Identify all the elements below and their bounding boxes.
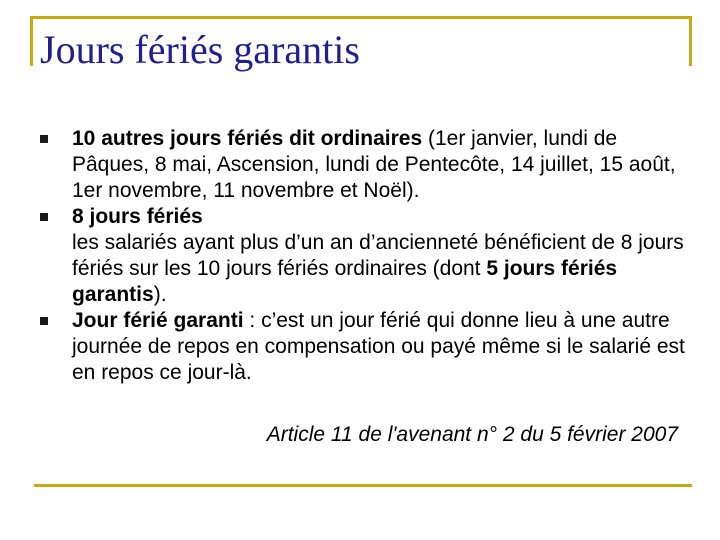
bullet-inline-emphasis: 5 jours fériés garantis — [72, 257, 618, 306]
bullet-item-eight-holidays — [40, 204, 690, 308]
bullet-item-ordinary-holidays — [40, 126, 690, 204]
square-bullet-icon — [40, 317, 48, 325]
bullet-heading: 8 jours fériés — [72, 205, 203, 228]
bullet-heading: 10 autres jours fériés dit ordinaires — [72, 127, 423, 150]
square-bullet-icon — [40, 135, 48, 143]
bullet-item-guaranteed-holiday — [40, 308, 690, 386]
frame-left-rule — [30, 16, 33, 66]
square-bullet-icon — [40, 213, 48, 221]
bullet-text: (1er janvier, lundi de Pâques, 8 mai, Ascension, lundi de Pentecôte, 14 juillet, 15 août, 1er novembre, 11 novembre et Noël). — [72, 127, 676, 202]
bullet-text-end: ). — [153, 283, 167, 306]
legal-citation: Article 11 de l'avenant n° 2 du 5 février 2007 — [266, 423, 678, 446]
frame-right-rule — [689, 16, 692, 66]
bullet-text: les salariés ayant plus d’un an d’ancienneté bénéficient de 8 jours fériés sur les 10 jours fériés ordinaires (dont — [72, 231, 684, 280]
bullet-text: : c’est un jour férié qui donne lieu à une autre journée de repos en compensation ou payé même si le salarié est en repos ce jour-là. — [72, 309, 685, 384]
frame-top-rule — [30, 16, 692, 19]
bullet-heading: Jour férié garanti — [72, 309, 244, 332]
slide-title: Jours fériés garantis — [40, 27, 360, 72]
bullet-list — [40, 126, 690, 386]
frame-bottom-rule — [34, 484, 692, 487]
